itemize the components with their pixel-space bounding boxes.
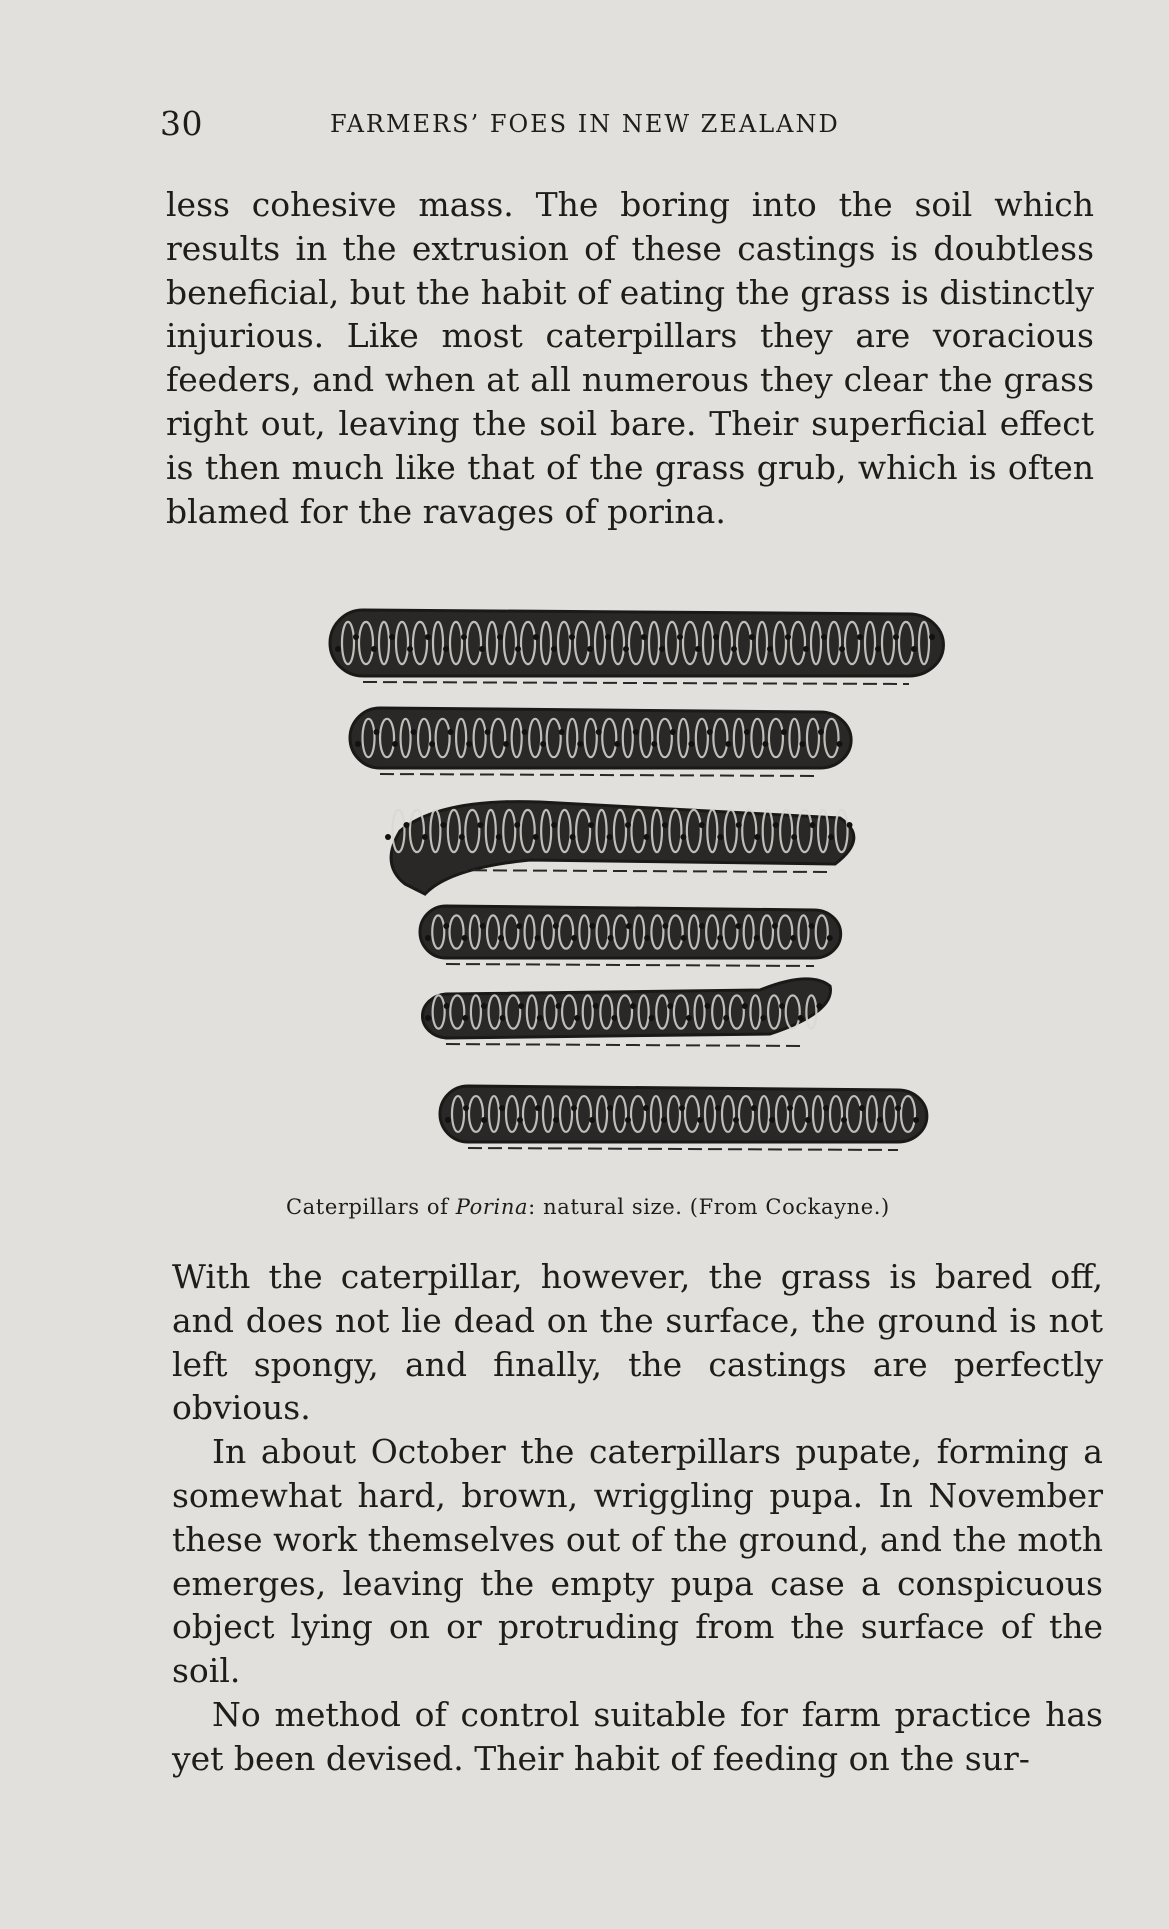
caterpillar-speckle [605,634,611,640]
caterpillar-speckle [810,822,816,828]
caterpillar-speckle [751,1105,757,1111]
body-text-top [166,183,1094,533]
caterpillar-speckle [607,834,613,840]
caterpillar-speckle [611,1015,617,1021]
caterpillar-speckle [643,834,649,840]
caption-prefix: Caterpillars of [286,1195,456,1219]
caterpillar-speckle [559,729,565,735]
caterpillar-speckle [462,1015,468,1021]
caterpillar-speckle [553,1117,559,1123]
caterpillar-speckle [503,741,509,747]
caterpillar-body [350,708,851,768]
caterpillar-speckle [754,935,760,941]
caterpillar-speckle [355,741,361,747]
caterpillar-speckle [518,1003,524,1009]
caterpillar-speckle [877,1117,883,1123]
caterpillar-body [440,1086,927,1142]
caterpillar-speckle [688,741,694,747]
caterpillar-speckle [929,634,935,640]
caterpillar-speckle [374,729,380,735]
caterpillar-speckle [779,1003,785,1009]
caterpillar-speckle [713,634,719,640]
caterpillar-speckle [841,1117,847,1123]
caterpillar-4 [420,906,841,966]
caterpillar-speckle [859,1105,865,1111]
caterpillar-speckle [659,646,665,652]
caterpillar-speckle [769,1117,775,1123]
caterpillar-speckle [699,923,705,929]
caterpillar-speckle [411,729,417,735]
caterpillar-speckle [480,923,486,929]
caterpillar-speckle [723,1015,729,1021]
caterpillar-6 [440,1086,927,1150]
caterpillar-speckle [725,741,731,747]
caterpillar-speckle [744,729,750,735]
caterpillar-speckle [717,935,723,941]
caterpillar-speckle [661,1117,667,1123]
paragraph: In about October the caterpillars pupate, forming a somewhat hard, brown, wriggling pupa. In November these work themselves out of the ground, and the moth emerges, leaving the empty pupa case a conspicuous object lying on or protruding from the surface of the soil. [172,1432,1103,1691]
caterpillar-speckle [762,741,768,747]
running-title: FARMERS’ FOES IN NEW ZEALAND [330,110,840,138]
caterpillar-speckle [760,1015,766,1021]
caterpillar-speckle [644,935,650,941]
caterpillar-speckle [445,1117,451,1123]
caterpillar-speckle [570,834,576,840]
caterpillar-speckle [781,729,787,735]
figure-caterpillars [320,592,960,1152]
caterpillar-speckle [555,1003,561,1009]
caterpillar-speckle [625,822,631,828]
caterpillar-speckle [569,634,575,640]
paragraph: With the caterpillar, however, the grass is bared off, and does not lie dead on the surface, the ground is not left spongy, and finally, the castings are perfectly obvious. [172,1257,1103,1428]
caterpillar-speckle [577,741,583,747]
caterpillar-speckle [425,1015,431,1021]
caterpillar-speckle [516,923,522,929]
caterpillar-shadow [380,774,820,776]
caterpillar-speckle [836,741,842,747]
caterpillar-speckle [670,729,676,735]
paragraph: No method of control suitable for farm practice has yet been devised. Their habit of feeding on the sur- [172,1694,1103,1778]
caterpillar-speckle [681,935,687,941]
caterpillar-speckle [517,1117,523,1123]
caterpillar-speckle [695,646,701,652]
caterpillar-speckle [515,646,521,652]
caterpillar-speckle [677,634,683,640]
caterpillar-speckle [641,634,647,640]
caterpillar-speckle [767,646,773,652]
caterpillar-speckle [533,634,539,640]
caterpillar-speckle [911,646,917,652]
caterpillar-speckle [707,729,713,735]
caterpillar-speckle [498,935,504,941]
caterpillar-shadow [363,682,909,684]
body-text-bottom [172,1255,1103,1781]
caterpillar-speckle [875,646,881,652]
caterpillar-3 [385,802,854,894]
caterpillar-speckle [389,634,395,640]
caterpillar-speckle [463,1105,469,1111]
caption-genus: Porina [455,1195,529,1219]
caterpillar-speckle [443,923,449,929]
caterpillar-speckle [589,923,595,929]
caterpillar-speckle [392,741,398,747]
caterpillar-speckle [429,741,435,747]
caterpillar-speckle [444,1003,450,1009]
caterpillar-speckle [593,1003,599,1009]
caterpillar-speckle [895,1105,901,1111]
caterpillar-speckle [425,935,431,941]
caterpillar-speckle [857,634,863,640]
caterpillar-illustration [320,592,960,1152]
caterpillar-speckle [625,1117,631,1123]
page-number: 30 [160,104,203,143]
caterpillar-body [391,802,854,894]
caterpillar-speckle [821,634,827,640]
caterpillar-speckle [587,646,593,652]
caterpillar-speckle [735,923,741,929]
caterpillar-speckle [787,1105,793,1111]
caterpillar-speckle [715,1105,721,1111]
caterpillar-speckle [485,729,491,735]
running-head [160,104,1005,144]
caterpillar-speckle [425,634,431,640]
caterpillar-speckle [371,646,377,652]
caterpillar-speckle [699,822,705,828]
caterpillar-speckle [496,834,502,840]
caterpillar-speckle [588,822,594,828]
caterpillar-speckle [626,923,632,929]
caterpillar-speckle [623,646,629,652]
caterpillar-speckle [514,822,520,828]
caterpillar-speckle [633,729,639,735]
caterpillar-speckle [403,822,409,828]
caterpillar-speckle [574,1015,580,1021]
caterpillar-speckle [479,646,485,652]
caterpillar-body [330,610,943,676]
caterpillar-1 [330,610,943,684]
caterpillar-speckle [828,834,834,840]
caterpillar-speckle [662,923,668,929]
caterpillar-speckle [893,634,899,640]
paragraph: less cohesive mass. The boring into the soil which results in the extrusion of these castings is doubtless beneficial, but the habit of eating the grass is distinctly injurious. Like most caterpillars they are voracious feeders, and when at all numerous they clear the grass right out, leaving the soil bare. Their superficial effect is then much like that of the grass grub, which is often blamed for the ravages of porina. [166,185,1094,531]
caterpillar-speckle [799,741,805,747]
caterpillar-speckle [680,834,686,840]
caterpillar-speckle [731,646,737,652]
caterpillar-speckle [736,822,742,828]
caterpillar-speckle [353,634,359,640]
caterpillar-speckle [461,634,467,640]
caterpillar-2 [350,708,851,776]
caterpillar-speckle [551,646,557,652]
caterpillar-speckle [440,822,446,828]
caterpillar-speckle [913,1117,919,1123]
caterpillar-speckle [754,834,760,840]
caterpillar-speckle [335,646,341,652]
caterpillar-shadow [446,964,814,966]
caterpillar-speckle [742,1003,748,1009]
caterpillar-speckle [630,1003,636,1009]
caterpillar-shadow [468,1148,898,1150]
caterpillar-speckle [608,935,614,941]
caterpillar-speckle [733,1117,739,1123]
caterpillar-speckle [537,1015,543,1021]
caterpillar-speckle [448,729,454,735]
caterpillar-speckle [499,1105,505,1111]
caterpillar-speckle [717,834,723,840]
caterpillar-speckle [808,923,814,929]
caterpillar-speckle [497,634,503,640]
figure-caption [286,1195,1006,1219]
caterpillar-speckle [540,741,546,747]
caterpillar-speckle [462,935,468,941]
caterpillar-speckle [686,1015,692,1021]
caterpillar-speckle [459,834,465,840]
caterpillar-shadow [446,1044,804,1046]
caterpillar-speckle [839,646,845,652]
caterpillar-speckle [697,1117,703,1123]
caterpillar-speckle [818,729,824,735]
caterpillar-speckle [790,935,796,941]
caterpillar-speckle [662,822,668,828]
caterpillar-speckle [596,729,602,735]
caterpillar-speckle [785,634,791,640]
caterpillar-speckle [553,923,559,929]
caterpillar-speckle [481,1117,487,1123]
caterpillar-speckle [667,1003,673,1009]
caterpillar-speckle [535,1105,541,1111]
caterpillar-speckle [589,1117,595,1123]
caterpillar-speckle [533,834,539,840]
caterpillar-speckle [773,822,779,828]
caterpillar-speckle [466,741,472,747]
caterpillar-speckle [551,822,557,828]
caterpillar-speckle [847,822,853,828]
caterpillar-speckle [827,935,833,941]
caption-suffix: : natural size. (From Cockayne.) [528,1195,890,1219]
caterpillar-5 [422,979,830,1046]
caterpillar-speckle [649,1015,655,1021]
caterpillar-speckle [614,741,620,747]
caterpillar-speckle [571,935,577,941]
caterpillar-speckle [679,1105,685,1111]
caterpillar-speckle [803,646,809,652]
caterpillar-speckle [607,1105,613,1111]
caterpillar-speckle [535,935,541,941]
caterpillar-speckle [422,834,428,840]
caterpillar-speckle [823,1105,829,1111]
caterpillar-speckle [805,1117,811,1123]
caterpillar-speckle [481,1003,487,1009]
caterpillar-speckle [443,646,449,652]
caterpillar-speckle [522,729,528,735]
caterpillar-speckle [816,1003,822,1009]
caterpillar-speckle [749,634,755,640]
caterpillar-shadow [413,870,827,872]
caterpillar-speckle [791,834,797,840]
caterpillar-speckle [385,834,391,840]
caterpillar-speckle [772,923,778,929]
caterpillar-speckle [571,1105,577,1111]
caterpillar-speckle [500,1015,506,1021]
caterpillar-speckle [651,741,657,747]
caterpillar-speckle [798,1015,804,1021]
caterpillar-speckle [705,1003,711,1009]
caterpillar-speckle [407,646,413,652]
caterpillar-speckle [643,1105,649,1111]
caterpillar-speckle [477,822,483,828]
